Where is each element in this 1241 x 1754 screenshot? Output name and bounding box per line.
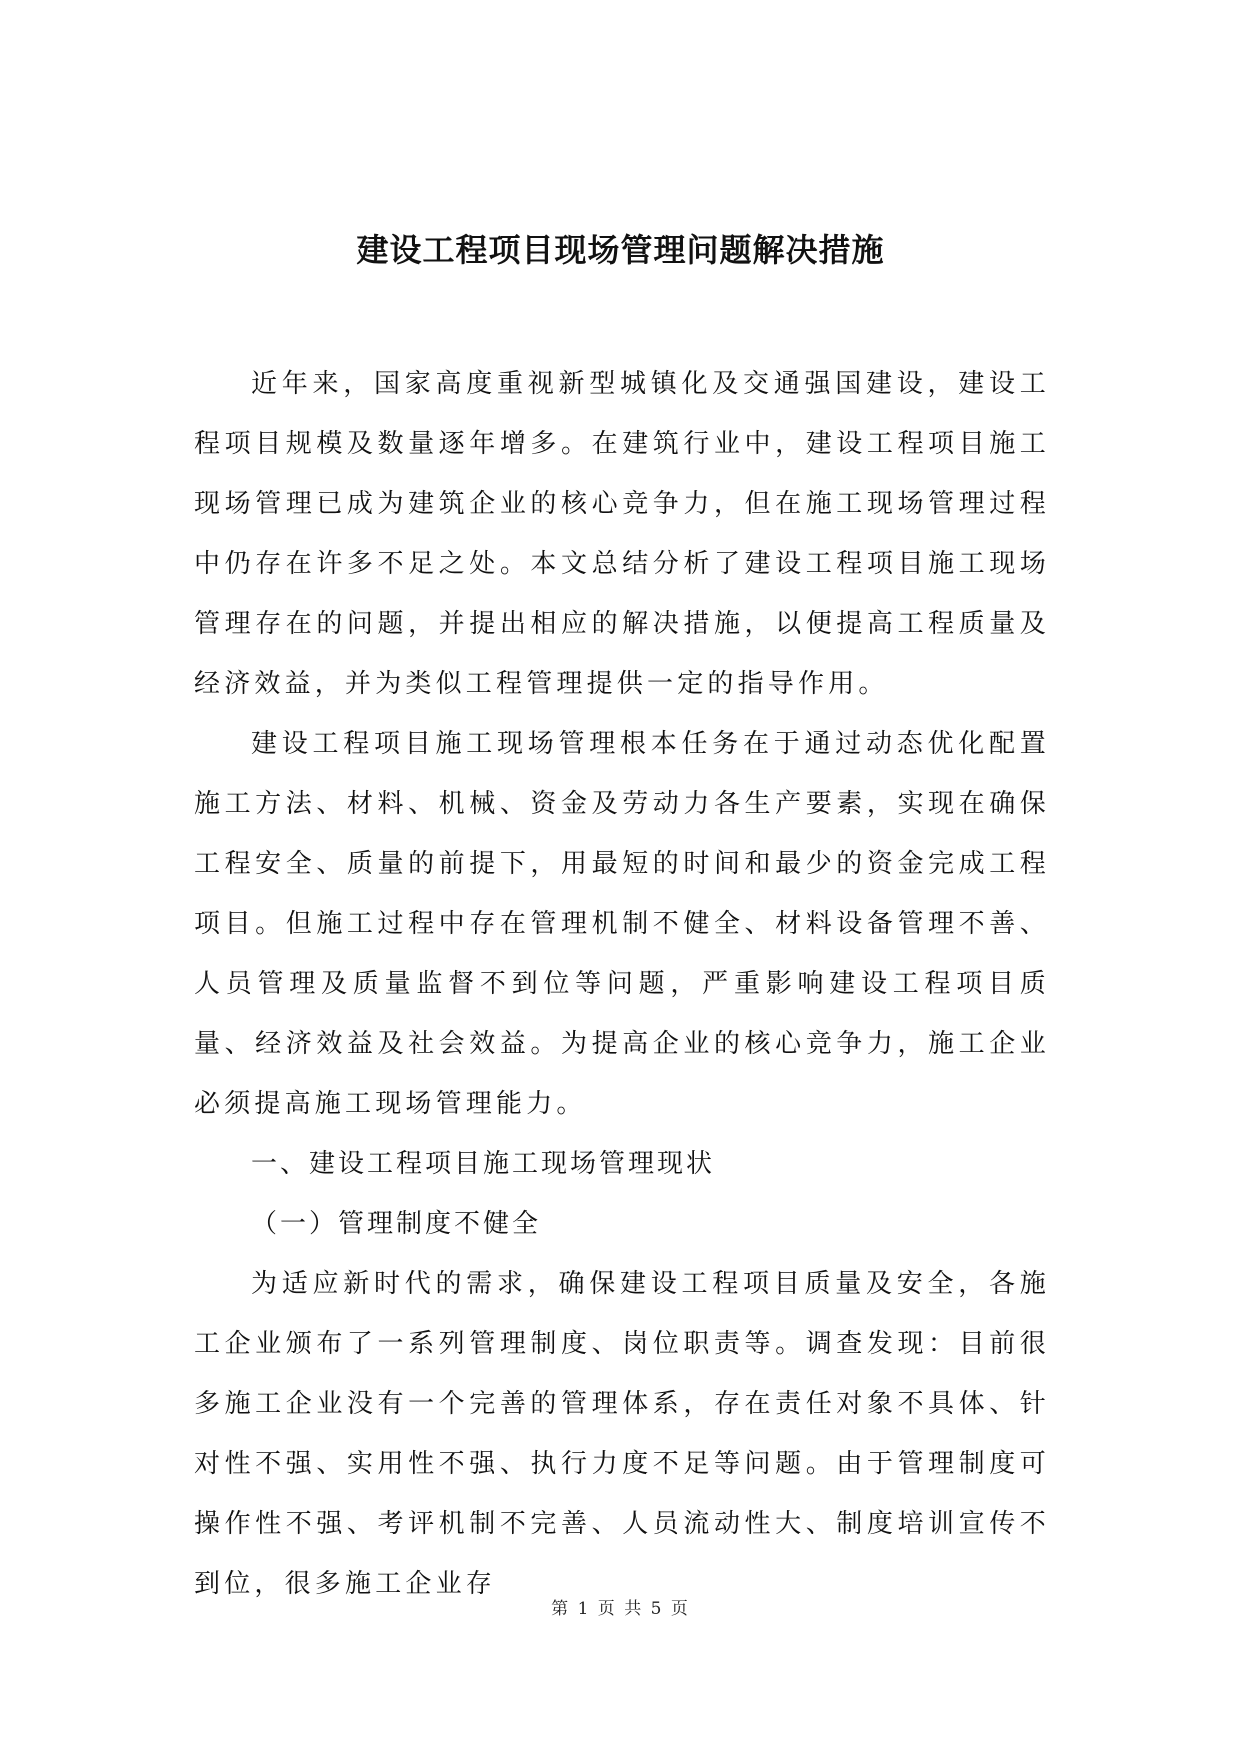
paragraph-intro: 近年来，国家高度重视新型城镇化及交通强国建设，建设工程项目规模及数量逐年增多。在建筑行业中，建设工程项目施工现场管理已成为建筑企业的核心竞争力，但在施工现场管理过程中仍存在许多不足之处。本文总结分析了建设工程项目施工现场管理存在的问题，并提出相应的解决措施，以便提高工程质量及经济效益，并为类似工程管理提供一定的指导作用。 [194, 369, 1050, 699]
section-heading: 一、建设工程项目施工现场管理现状 [251, 1149, 716, 1179]
document-body [194, 354, 1050, 1614]
document-title: 建设工程项目现场管理问题解决措施 [356, 231, 885, 269]
subsection-heading: （一）管理制度不健全 [251, 1209, 542, 1239]
paragraph-management: 为适应新时代的需求，确保建设工程项目质量及安全，各施工企业颁布了一系列管理制度、岗位职责等。调查发现：目前很多施工企业没有一个完善的管理体系，存在责任对象不具体、针对性不强、实用性不强、执行力度不足等问题。由于管理制度可操作性不强、考评机制不完善、人员流动性大、制度培训宣传不到位，很多施工企业存 [194, 1269, 1050, 1599]
page-footer: 第 1 页 共 5 页 [551, 1599, 690, 1619]
paragraph-task: 建设工程项目施工现场管理根本任务在于通过动态优化配置施工方法、材料、机械、资金及劳动力各生产要素，实现在确保工程安全、质量的前提下，用最短的时间和最少的资金完成工程项目。但施工过程中存在管理机制不健全、材料设备管理不善、人员管理及质量监督不到位等问题，严重影响建设工程项目质量、经济效益及社会效益。为提高企业的核心竞争力，施工企业必须提高施工现场管理能力。 [194, 729, 1050, 1119]
